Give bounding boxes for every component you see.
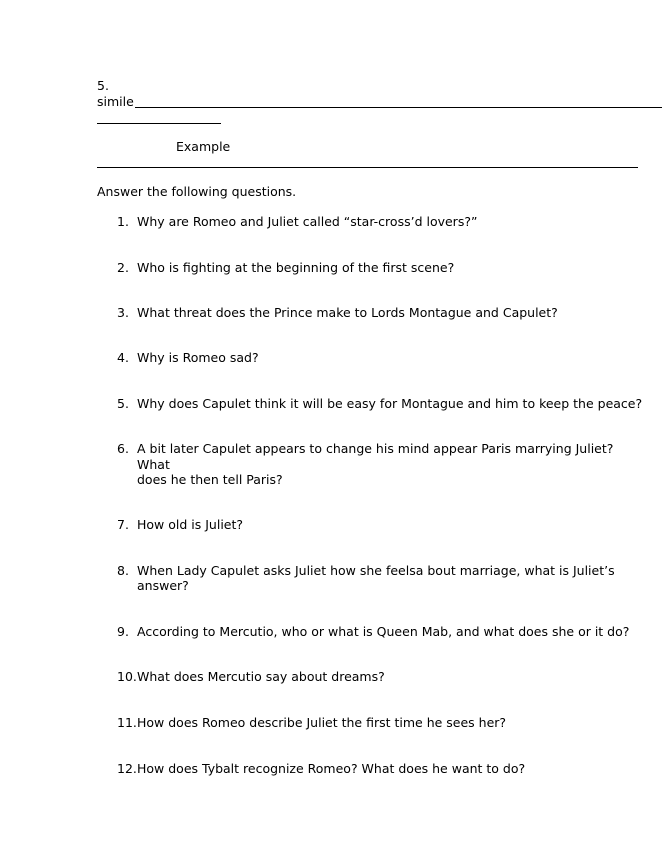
question-text-line-1: When Lady Capulet asks Juliet how she feelsa bout marriage, what is Juliet’s [137,563,615,578]
question-text: What does Mercutio say about dreams? [137,669,385,684]
question-number: 9. [117,624,129,639]
question-text: Why is Romeo sad? [137,350,259,365]
question-text-line-3: does he then tell Paris? [137,472,283,487]
question-number: 4. [117,350,129,365]
question-text: How does Tybalt recognize Romeo? What does he want to do? [137,761,526,776]
question-number: 8. [117,563,129,578]
example-label: Example [176,139,231,154]
answer-line-continued [97,123,221,124]
question-text: How does Romeo describe Juliet the first time he sees her? [137,715,507,730]
question-text-line-2: What [137,457,170,472]
question-text-line-2: answer? [137,578,189,593]
question-text: Who is fighting at the beginning of the first scene? [137,260,455,275]
question-text: Why are Romeo and Juliet called “star-cross’d lovers?” [137,214,478,229]
question-number: 7. [117,517,129,532]
question-number: 1. [117,214,129,229]
question-number: 5. [117,396,129,411]
question-text: How old is Juliet? [137,517,244,532]
question-number: 2. [117,260,129,275]
answer-line [135,107,662,108]
vocab-term: simile [97,94,134,109]
instructions: Answer the following questions. [97,184,297,199]
question-text: What threat does the Prince make to Lords Montague and Capulet? [137,305,558,320]
vocab-number: 5. [97,78,109,93]
question-number: 12. [117,761,137,776]
example-line [97,167,638,168]
question-number: 10. [117,669,137,684]
question-text-line-1: A bit later Capulet appears to change his mind appear Paris marrying Juliet? [137,441,614,456]
question-number: 3. [117,305,129,320]
question-text: According to Mercutio, who or what is Queen Mab, and what does she or it do? [137,624,630,639]
question-number: 6. [117,441,129,456]
question-text: Why does Capulet think it will be easy for Montague and him to keep the peace? [137,396,643,411]
question-number: 11. [117,715,137,730]
